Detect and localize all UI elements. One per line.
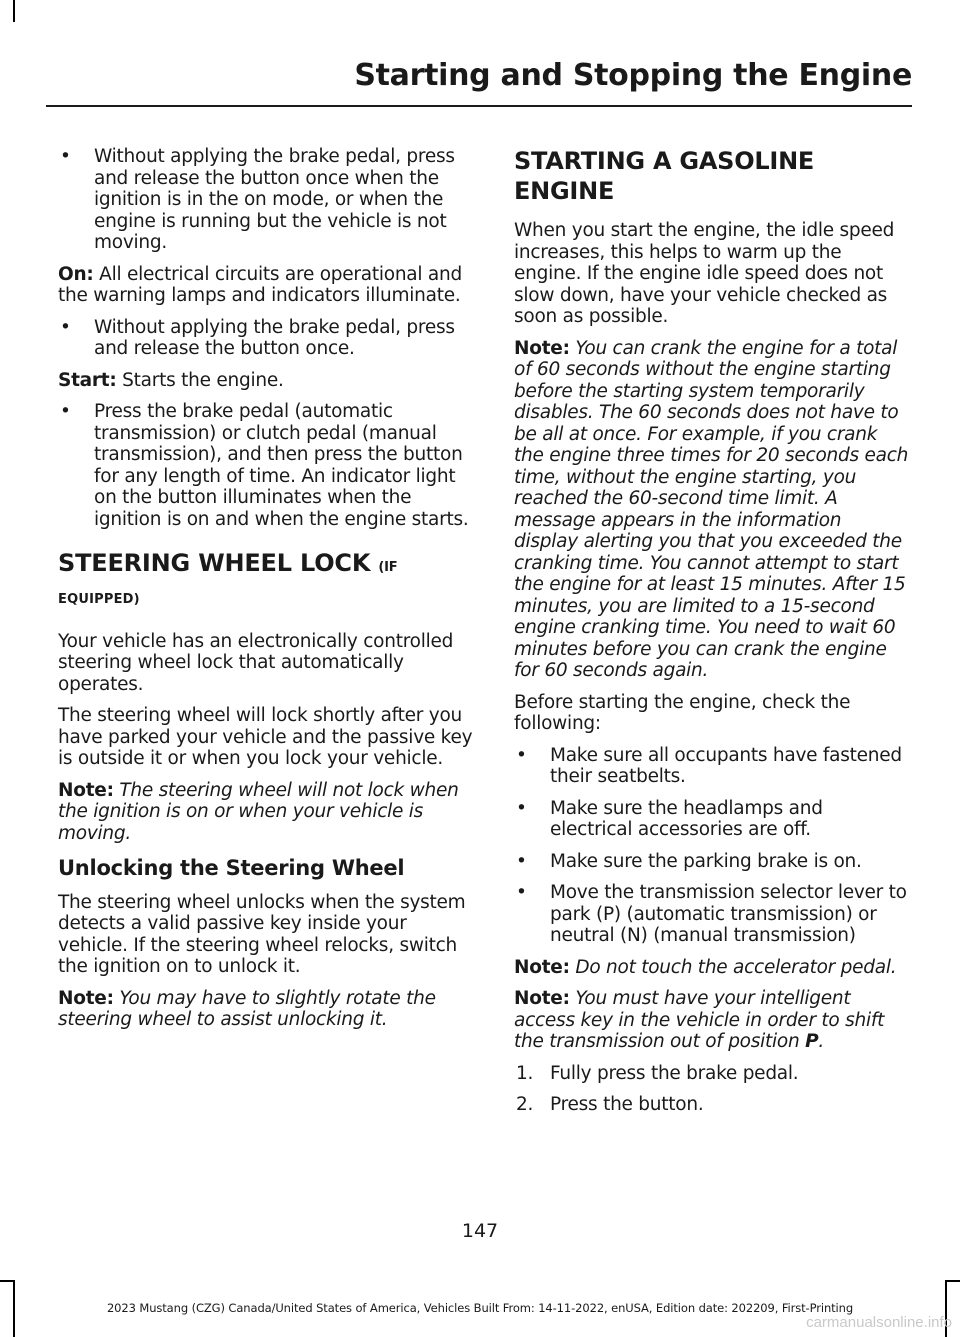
note-text: Do not touch the accelerator pedal.	[569, 956, 897, 978]
note-position-label: P	[805, 1031, 819, 1052]
note	[58, 780, 476, 845]
note-label: Note:	[58, 987, 114, 1009]
heading-qualifier: (IF	[378, 560, 398, 575]
bullet-marker: •	[516, 797, 527, 819]
step-item	[514, 1094, 910, 1116]
step-number: 2.	[516, 1094, 534, 1115]
list-item-text: Move the transmission selector lever to park (P) (automatic transmission) or neutral (N) (manual transmission)	[550, 882, 907, 946]
bullet-marker: •	[516, 850, 527, 872]
subsection-heading-unlocking: Unlocking the Steering Wheel	[58, 856, 405, 880]
page-header-title: Starting and Stopping the Engine	[354, 58, 912, 93]
bullet-marker: •	[516, 882, 527, 903]
bullet-marker: •	[60, 316, 71, 338]
note-label: Note:	[514, 956, 570, 978]
paragraph: Your vehicle has an electronically controlled steering wheel lock that automatically operates.	[58, 630, 454, 695]
left-column	[58, 146, 476, 1041]
note-text: You must have your intelligent access key in the vehicle in order to shift the transmission out of position	[514, 988, 885, 1052]
start-mode-paragraph	[58, 370, 476, 392]
note-label: Note:	[514, 337, 570, 359]
list-item-text: Make sure all occupants have fastened their seatbelts.	[550, 744, 902, 787]
list-item	[58, 401, 476, 530]
list-item-text: Press the brake pedal (automatic transmission) or clutch pedal (manual transmission), and then press the button for any length of time. An indicator light on the button illuminates when the ignition is on and when the engine starts.	[94, 401, 469, 530]
step-text: Press the button.	[550, 1094, 704, 1115]
heading-line: STARTING A GASOLINE	[514, 147, 815, 175]
list-item	[514, 882, 910, 947]
crop-mark-bottom-left-h	[0, 1280, 14, 1282]
note-label: Note:	[58, 779, 114, 801]
note	[58, 988, 476, 1031]
list-item-text: Without applying the brake pedal, press and release the button once.	[94, 316, 455, 359]
note-text: The steering wheel will not lock when the ignition is on or when your vehicle is moving.	[58, 779, 459, 844]
header-divider	[46, 105, 912, 107]
note	[514, 988, 910, 1053]
bullet-marker: •	[60, 401, 71, 422]
on-description: All electrical circuits are operational and the warning lamps and indicators illuminate.	[58, 263, 462, 306]
start-description: Starts the engine.	[116, 369, 284, 391]
section-heading-starting-gasoline-engine	[514, 146, 910, 206]
list-item	[514, 851, 910, 873]
watermark: carmanualsonline.info	[806, 1314, 952, 1331]
list-item	[514, 745, 910, 788]
list-item	[58, 317, 476, 360]
note-text: You may have to slightly rotate the steering wheel to assist unlocking it.	[58, 987, 436, 1030]
list-item-text: Make sure the parking brake is on.	[550, 850, 862, 872]
on-mode-paragraph	[58, 264, 476, 307]
list-item-text: Make sure the headlamps and electrical accessories are off.	[550, 797, 823, 840]
note-text-end: .	[818, 1031, 825, 1052]
on-label: On:	[58, 263, 94, 285]
step-text: Fully press the brake pedal.	[550, 1062, 799, 1084]
footer-edition-info: 2023 Mustang (CZG) Canada/United States of America, Vehicles Built From: 14-11-2022, enUSA, Edition date: 202209, First-Printing	[106, 1301, 854, 1315]
paragraph: When you start the engine, the idle speed increases, this helps to warm up the engine. If the engine idle speed does not slow down, have your vehicle checked as soon as possible.	[514, 220, 895, 327]
list-item	[58, 146, 476, 254]
heading-qualifier-continued: EQUIPPED)	[58, 592, 140, 607]
note-text: You can crank the engine for a total of 60 seconds without the engine starting before the starting system temporarily disables. The 60 seconds does not have to be all at once. For example, if you crank the engine three times for 20 seconds each time, without the engine starting, you reached the 60-second time limit. A message appears in the information display alerting you that you exceeded the cranking time. You cannot attempt to start the engine for at least 15 minutes. After 15 minutes, you are limited to a 15-second engine cranking time. You need to wait 60 minutes before you can crank the engine for 60 seconds again.	[514, 337, 909, 681]
heading-text: STEERING WHEEL LOCK	[58, 549, 371, 577]
step-item	[514, 1063, 910, 1085]
heading-line: ENGINE	[514, 177, 615, 205]
crop-mark-bottom-right-h	[946, 1280, 960, 1282]
list-item-text: Without applying the brake pedal, press and release the button once when the ignition is in the on mode, or when the engine is running but the vehicle is not moving.	[94, 146, 455, 253]
right-column	[514, 146, 910, 1126]
paragraph: Before starting the engine, check the following:	[514, 691, 851, 734]
page-number: 147	[461, 1220, 499, 1242]
step-number: 1.	[516, 1062, 534, 1084]
crop-mark-top-left	[13, 0, 15, 22]
note	[514, 338, 910, 682]
list-item	[514, 798, 910, 841]
bullet-marker: •	[60, 146, 71, 167]
paragraph: The steering wheel will lock shortly after you have parked your vehicle and the passive key is outside it or when you lock your vehicle.	[58, 705, 473, 769]
start-label: Start:	[58, 369, 117, 391]
note	[514, 957, 910, 979]
paragraph: The steering wheel unlocks when the system detects a valid passive key inside your vehicle. If the steering wheel relocks, switch the ignition on to unlock it.	[58, 891, 466, 977]
section-heading-steering-lock	[58, 548, 476, 583]
bullet-marker: •	[516, 744, 527, 766]
note-label: Note:	[514, 988, 570, 1009]
